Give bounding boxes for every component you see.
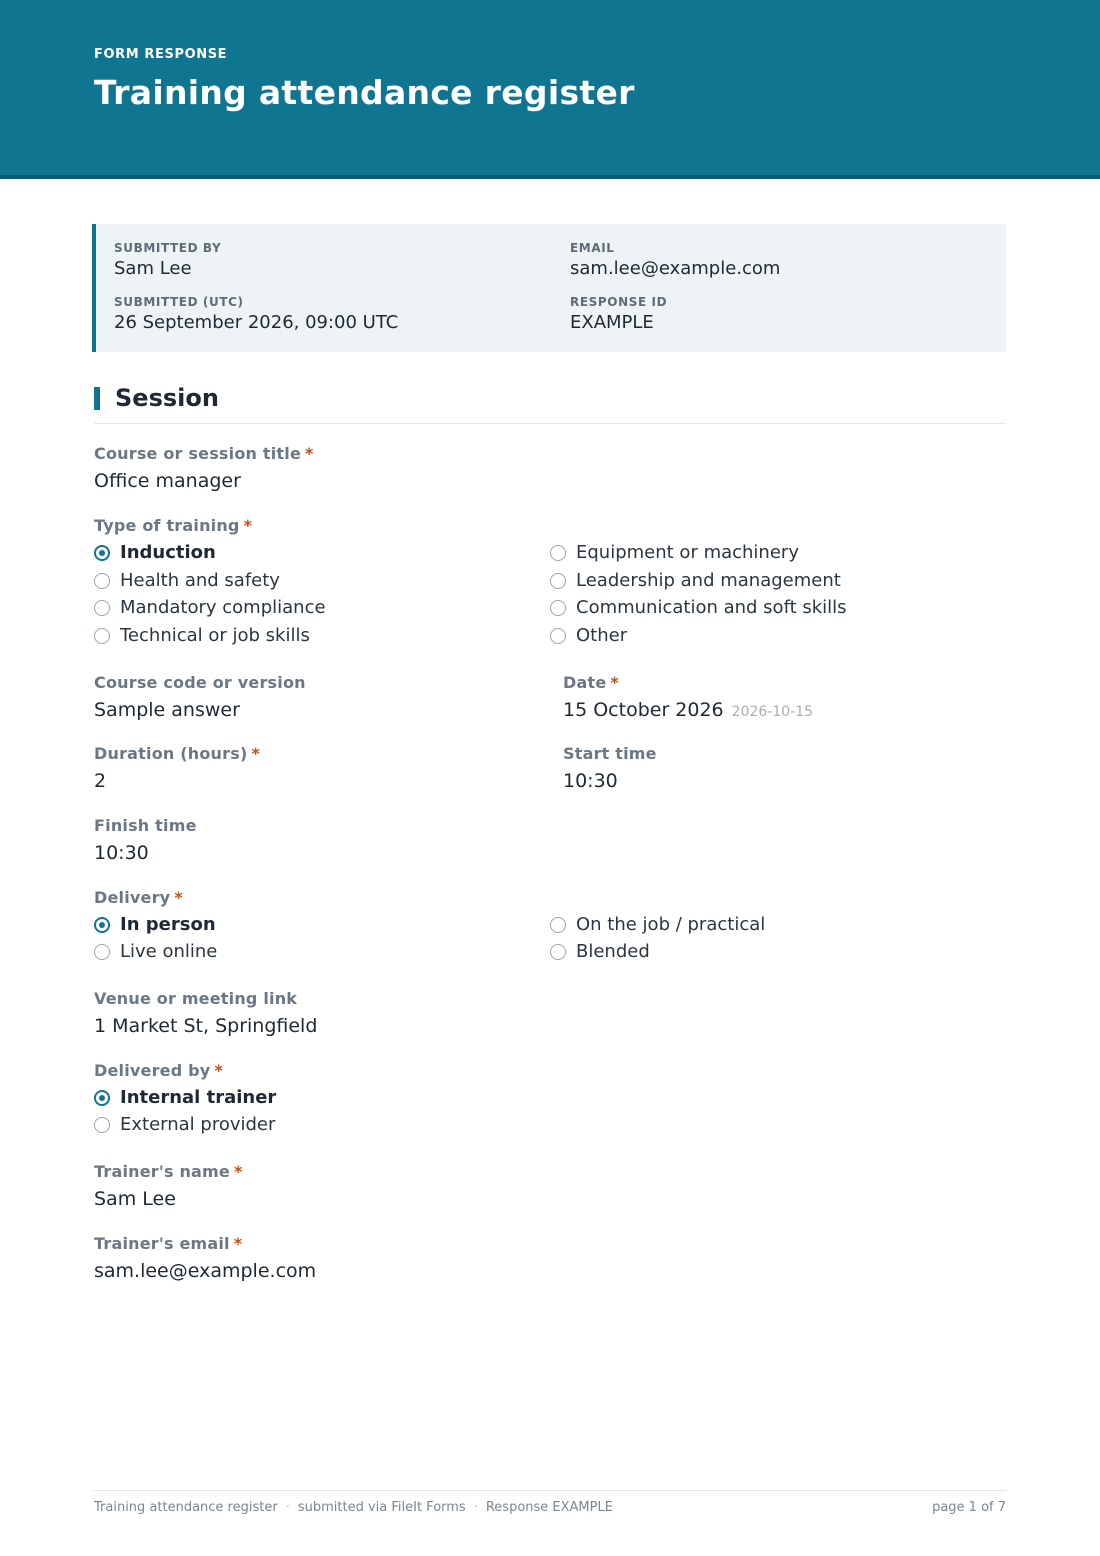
footer-separator: · bbox=[285, 1500, 290, 1515]
meta-submitted-by bbox=[114, 241, 221, 279]
radio-selected-icon bbox=[94, 545, 110, 561]
section-heading bbox=[94, 384, 1006, 424]
required-marker: * bbox=[610, 673, 619, 692]
page-number: page 1 of 7 bbox=[932, 1500, 1006, 1515]
field-label: Venue or meeting link bbox=[94, 989, 298, 1008]
field-label bbox=[94, 888, 183, 907]
option-label: Leadership and management bbox=[576, 570, 841, 591]
field-delivery-label bbox=[94, 888, 183, 907]
radio-unselected-icon bbox=[94, 573, 110, 589]
field-label-text: Course or session title bbox=[94, 444, 301, 463]
field-delivered-by-label bbox=[94, 1061, 223, 1080]
date-iso: 2026-10-15 bbox=[731, 704, 814, 720]
field-label-text: Trainer's name bbox=[94, 1162, 230, 1181]
meta-value: Sam Lee bbox=[114, 258, 192, 279]
option-label: Internal trainer bbox=[120, 1087, 277, 1108]
option-label: In person bbox=[120, 914, 216, 935]
meta-label: EMAIL bbox=[570, 241, 615, 255]
required-marker: * bbox=[251, 744, 261, 763]
footer-response: Response EXAMPLE bbox=[485, 1500, 613, 1515]
page-title: Training attendance register bbox=[94, 73, 635, 112]
meta-value: sam.lee@example.com bbox=[570, 258, 781, 279]
option-label: Blended bbox=[576, 941, 650, 962]
option-label: Mandatory compliance bbox=[120, 597, 326, 618]
field-start-time bbox=[563, 744, 657, 792]
field-label: Start time bbox=[563, 744, 657, 763]
option-label: On the job / practical bbox=[576, 914, 766, 935]
field-value: Sample answer bbox=[94, 699, 240, 721]
meta-label: SUBMITTED BY bbox=[114, 241, 222, 255]
required-marker: * bbox=[243, 516, 253, 535]
meta-email bbox=[570, 241, 780, 279]
radio-unselected-icon bbox=[550, 628, 566, 644]
field-value: 2 bbox=[94, 770, 107, 792]
option-label: Induction bbox=[120, 542, 216, 563]
section-title: Session bbox=[115, 384, 219, 412]
radio-unselected-icon bbox=[550, 600, 566, 616]
field-course-title bbox=[94, 444, 314, 492]
field-label bbox=[94, 744, 260, 763]
field-label bbox=[94, 516, 252, 535]
option-label: External provider bbox=[120, 1114, 276, 1135]
field-venue bbox=[94, 989, 317, 1037]
footer-info bbox=[94, 1500, 613, 1515]
required-marker: * bbox=[305, 444, 314, 463]
field-date bbox=[563, 673, 813, 721]
field-label bbox=[94, 444, 314, 463]
field-label: Finish time bbox=[94, 816, 197, 835]
field-label: Course code or version bbox=[94, 673, 306, 692]
radio-unselected-icon bbox=[94, 944, 110, 960]
field-label-text: Type of training bbox=[94, 516, 240, 535]
required-marker: * bbox=[174, 888, 183, 907]
field-finish-time bbox=[94, 816, 197, 864]
submission-meta-box bbox=[92, 224, 1006, 352]
required-marker: * bbox=[233, 1234, 243, 1253]
field-label bbox=[94, 1162, 243, 1181]
option-label: Live online bbox=[120, 941, 218, 962]
page-header bbox=[0, 0, 1100, 179]
field-label bbox=[563, 673, 813, 692]
option-label: Other bbox=[576, 625, 628, 646]
header-eyebrow: FORM RESPONSE bbox=[94, 47, 228, 62]
radio-selected-icon bbox=[94, 1090, 110, 1106]
field-label-text: Delivered by bbox=[94, 1061, 211, 1080]
footer-form-name: Training attendance register bbox=[94, 1500, 278, 1515]
option-label: Equipment or machinery bbox=[576, 542, 799, 563]
section-accent-bar bbox=[94, 387, 100, 410]
meta-label: SUBMITTED (UTC) bbox=[114, 295, 244, 309]
field-label-text: Trainer's email bbox=[94, 1234, 230, 1253]
field-value: 10:30 bbox=[94, 842, 149, 864]
field-value: Office manager bbox=[94, 470, 241, 492]
field-trainer-name bbox=[94, 1162, 243, 1210]
radio-unselected-icon bbox=[94, 628, 110, 644]
footer-submitted-via: submitted via FileIt Forms bbox=[297, 1500, 466, 1515]
field-label-text: Delivery bbox=[94, 888, 171, 907]
option-label: Communication and soft skills bbox=[576, 597, 847, 618]
field-label-text: Date bbox=[563, 673, 607, 692]
field-duration bbox=[94, 744, 260, 792]
radio-selected-icon bbox=[94, 917, 110, 933]
option-label: Health and safety bbox=[120, 570, 280, 591]
page-footer bbox=[94, 1490, 1006, 1515]
date-value: 15 October 2026 bbox=[563, 699, 724, 721]
field-value bbox=[563, 699, 813, 721]
radio-unselected-icon bbox=[94, 1117, 110, 1133]
option-label: Technical or job skills bbox=[120, 625, 310, 646]
field-value: Sam Lee bbox=[94, 1188, 176, 1210]
footer-separator: · bbox=[473, 1500, 478, 1515]
field-label bbox=[94, 1061, 223, 1080]
radio-unselected-icon bbox=[94, 600, 110, 616]
field-value: 1 Market St, Springfield bbox=[94, 1015, 318, 1037]
radio-unselected-icon bbox=[550, 917, 566, 933]
field-label-text: Duration (hours) bbox=[94, 744, 248, 763]
radio-unselected-icon bbox=[550, 545, 566, 561]
field-course-code bbox=[94, 673, 306, 721]
radio-unselected-icon bbox=[550, 573, 566, 589]
required-marker: * bbox=[214, 1061, 224, 1080]
required-marker: * bbox=[233, 1162, 243, 1181]
meta-response-id bbox=[570, 295, 667, 333]
field-label bbox=[94, 1234, 316, 1253]
meta-value: EXAMPLE bbox=[570, 312, 654, 333]
field-type-of-training-label bbox=[94, 516, 252, 535]
radio-unselected-icon bbox=[550, 944, 566, 960]
field-trainer-email bbox=[94, 1234, 316, 1282]
meta-label: RESPONSE ID bbox=[570, 295, 668, 309]
field-value: sam.lee@example.com bbox=[94, 1260, 317, 1282]
meta-value: 26 September 2026, 09:00 UTC bbox=[114, 312, 399, 333]
meta-submitted-utc bbox=[114, 295, 398, 333]
field-value: 10:30 bbox=[563, 770, 618, 792]
